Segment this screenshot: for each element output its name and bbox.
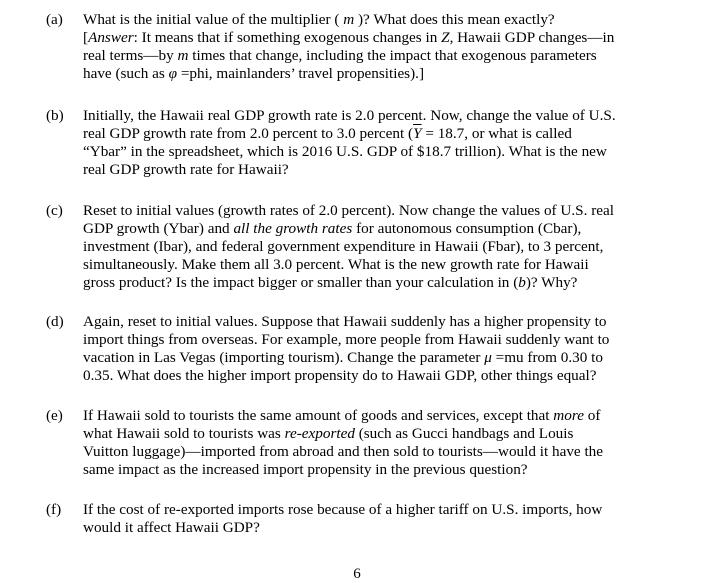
text-line: [83, 125, 683, 143]
text-run: Again, reset to initial values. Suppose that Hawaii suddenly has a higher propensity to: [83, 313, 607, 330]
text-run: : It means that if something exogenous changes in: [133, 29, 442, 46]
text-run: import things from overseas. For example, more people from Hawaii suddenly want to: [83, 331, 610, 348]
italic-text: b: [518, 274, 526, 291]
text-line: [83, 238, 683, 256]
italic-text: all the growth rates: [233, 220, 353, 237]
italic-text: m: [177, 47, 189, 64]
italic-text: m: [343, 11, 355, 28]
italic-text: φ: [168, 65, 178, 82]
italic-text: $\overline{Y}$: [413, 125, 422, 142]
italic-text: Answer: [88, 29, 134, 46]
italic-text: more: [553, 407, 584, 424]
question-text: [83, 501, 683, 537]
text-run: =mu from 0.30 to: [491, 349, 603, 366]
text-line: [83, 461, 683, 479]
text-run: times that change, including the impact that exogenous parameters: [188, 47, 597, 64]
text-line: [83, 65, 683, 83]
text-line: [83, 407, 683, 425]
text-line: [83, 425, 683, 443]
question-label: (a): [46, 11, 63, 28]
text-line: [83, 11, 683, 29]
text-run: real terms—by: [83, 47, 178, 64]
text-run: )? Why?: [525, 274, 578, 291]
text-run: , Hawaii GDP changes—in: [449, 29, 615, 46]
text-run: for autonomous consumption (Cbar),: [352, 220, 582, 237]
question-text: [83, 313, 683, 385]
text-line: [83, 367, 683, 385]
question-label: (e): [46, 407, 63, 424]
text-line: [83, 519, 683, 537]
question-label: (c): [46, 202, 63, 219]
question-text: [83, 11, 683, 83]
text-line: [83, 220, 683, 238]
question-text: [83, 407, 683, 479]
text-line: [83, 202, 683, 220]
text-run: If Hawaii sold to tourists the same amount of goods and services, except that: [83, 407, 554, 424]
text-run: )? What does this mean exactly?: [354, 11, 555, 28]
text-run: (such as Gucci handbags and Louis: [354, 425, 574, 442]
italic-text: re-exported: [284, 425, 355, 442]
text-line: [83, 331, 683, 349]
text-line: [83, 29, 683, 47]
text-line: [83, 143, 683, 161]
question-label: (b): [46, 107, 64, 124]
text-run: GDP growth (Ybar) and: [83, 220, 234, 237]
text-run: “Ybar” in the spreadsheet, which is 2016 U.S. GDP of $18.7 trillion). What is the new: [83, 143, 607, 160]
text-run: what Hawaii sold to tourists was: [83, 425, 285, 442]
text-run: vacation in Las Vegas (importing tourism). Change the parameter: [83, 349, 485, 366]
text-run: What is the initial value of the multiplier (: [83, 11, 344, 28]
text-run: same impact as the increased import propensity in the previous question?: [83, 461, 528, 478]
text-run: Reset to initial values (growth rates of 2.0 percent). Now change the values of U.S. real: [83, 202, 614, 219]
text-run: [: [83, 29, 89, 46]
text-line: [83, 256, 683, 274]
question-label: (f): [46, 501, 62, 518]
question-label: (d): [46, 313, 64, 330]
text-run: would it affect Hawaii GDP?: [83, 519, 260, 536]
question-text: [83, 107, 683, 179]
text-run: 0.35. What does the higher import propensity do to Hawaii GDP, other things equal?: [83, 367, 597, 384]
text-line: [83, 349, 683, 367]
text-line: [83, 443, 683, 461]
text-run: real GDP growth rate from 2.0 percent to 3.0 percent (: [83, 125, 414, 142]
text-run: real GDP growth rate for Hawaii?: [83, 161, 289, 178]
text-run: simultaneously. Make them all 3.0 percent. What is the new growth rate for Hawaii: [83, 256, 589, 273]
italic-text: Z: [441, 29, 450, 46]
text-run: = 18.7, or what is called: [421, 125, 572, 142]
text-run: Vuitton luggage)—imported from abroad and then sold to tourists—would it have the: [83, 443, 604, 460]
text-line: [83, 107, 683, 125]
text-line: [83, 161, 683, 179]
text-run: investment (Ibar), and federal government expenditure in Hawaii (Fbar), to 3 percent,: [83, 238, 604, 255]
italic-text: μ: [484, 349, 492, 366]
text-run: If the cost of re-exported imports rose because of a higher tariff on U.S. imports, how: [83, 501, 603, 518]
question-text: [83, 202, 683, 292]
text-run: gross product? Is the impact bigger or smaller than your calculation in (: [83, 274, 519, 291]
text-run: of: [583, 407, 601, 424]
text-run: Initially, the Hawaii real GDP growth rate is 2.0 percent. Now, change the value of U.S.: [83, 107, 616, 124]
text-line: [83, 313, 683, 331]
page-number: 6: [353, 566, 361, 582]
text-line: [83, 501, 683, 519]
text-run: =phi, mainlanders’ travel propensities).]: [177, 65, 425, 82]
text-line: [83, 274, 683, 292]
text-line: [83, 47, 683, 65]
text-run: have (such as: [83, 65, 169, 82]
